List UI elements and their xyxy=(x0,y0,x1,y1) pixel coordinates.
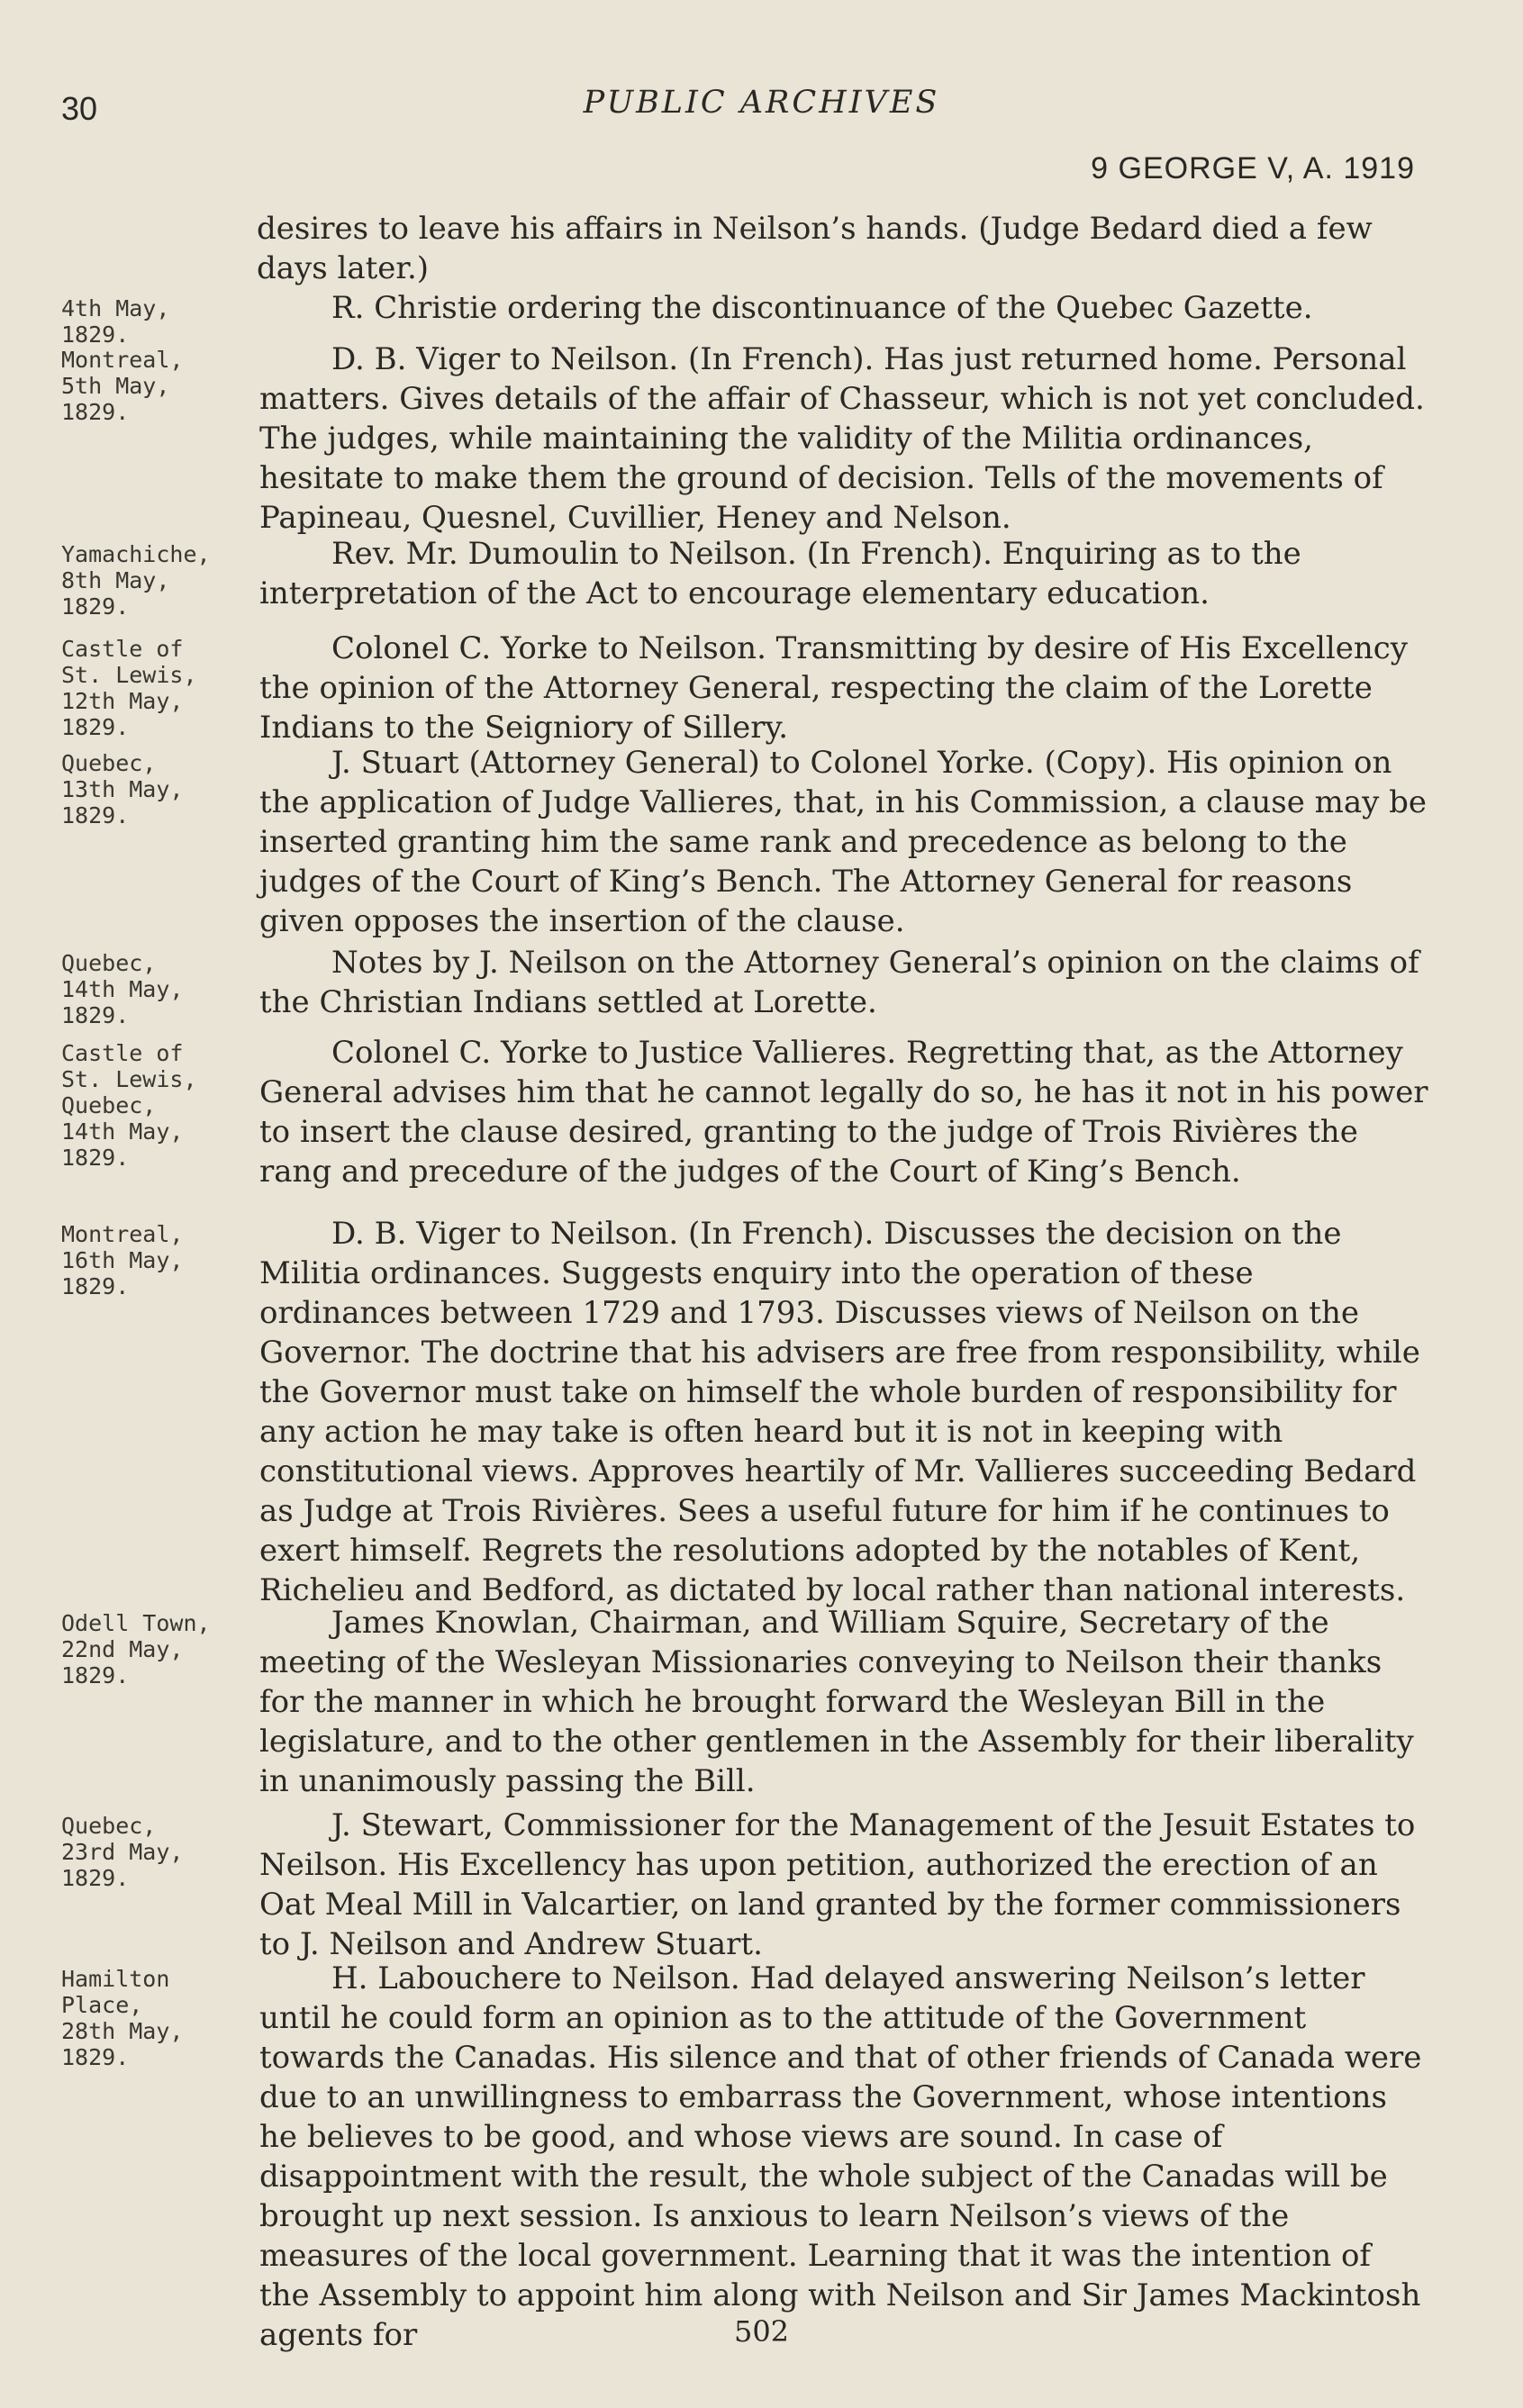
margin-date xyxy=(61,295,250,348)
date-line: 14th May, xyxy=(61,976,184,1002)
margin-date xyxy=(61,950,250,1028)
folio: 502 xyxy=(733,2314,790,2349)
date-line: 1829. xyxy=(61,1002,130,1028)
date-line: 28th May, xyxy=(61,2018,184,2044)
entry-text: J. Stuart (Attorney General) to Colonel Yorke. (Copy). His opinion on the application of Judge Vallieres, that, in his Commission, a clause may be inserted granting him the same rank and precedence as belong to the judges of the Court of King’s Bench. The Attorney General for reasons given opposes the insertion of the clause. xyxy=(259,745,1428,939)
margin-date xyxy=(61,1610,250,1688)
margin-date xyxy=(61,1966,250,2070)
date-line: 22nd May, xyxy=(61,1636,184,1662)
date-line: Quebec, xyxy=(61,950,157,976)
page-number: 30 xyxy=(61,90,98,127)
margin-date xyxy=(61,1040,250,1171)
date-line: St. Lewis, xyxy=(61,662,197,688)
entry-text: Notes by J. Neilson on the Attorney General’s opinion on the claims of the Christian Indians settled at Lorette. xyxy=(259,945,1419,1020)
margin-date xyxy=(61,541,250,620)
entry-text: J. Stewart, Commissioner for the Management of the Jesuit Estates to Neilson. His Excellency has upon petition, authorized the erection of an Oat Meal Mill in Valcartier, on land granted by the former commissioners to J. Neilson and Andrew Stuart. xyxy=(259,1807,1416,1962)
date-line: 13th May, xyxy=(61,776,184,802)
date-line: St. Lewis, xyxy=(61,1066,197,1092)
date-line: Hamilton xyxy=(61,1966,170,1992)
date-line: 1829. xyxy=(61,802,130,828)
date-line: Odell Town, xyxy=(61,1610,211,1636)
date-line: 1829. xyxy=(61,2044,130,2070)
entry-text: Colonel C. Yorke to Neilson. Transmitting by desire of His Excellency the opinion of the Attorney General, respecting the claim of the Lorette Indians to the Seigniory of Sillery. xyxy=(259,630,1408,746)
date-line: 12th May, xyxy=(61,688,184,714)
date-line: Castle of xyxy=(61,1040,184,1066)
entry-text: R. Christie ordering the discontinuance of the Quebec Gazette. xyxy=(331,290,1313,326)
date-line: 1829. xyxy=(61,714,130,740)
date-line: 1829. xyxy=(61,1662,130,1688)
intro-paragraph: desires to leave his affairs in Neilson’s hands. (Judge Bedard died a few days later.) xyxy=(257,211,1373,286)
entry-text: James Knowlan, Chairman, and William Squire, Secretary of the meeting of the Wesleyan Missionaries conveying to Neilson their thanks for the manner in which he brought forward the Wesleyan Bill in the legislature, and to the other gentlemen in the Assembly for their liberality in unanimously passing the Bill. xyxy=(259,1605,1414,1799)
date-line: 5th May, xyxy=(61,373,170,399)
date-line: Montreal, xyxy=(61,347,184,373)
date-line: 23rd May, xyxy=(61,1839,184,1865)
date-line: 1829. xyxy=(61,1865,130,1891)
margin-date xyxy=(61,1221,250,1299)
entry-text: Rev. Mr. Dumoulin to Neilson. (In French). Enquiring as to the interpretation of the Act to encourage elementary education. xyxy=(259,536,1301,611)
date-line: 1829. xyxy=(61,321,130,348)
date-line: 4th May, xyxy=(61,295,170,321)
entry-text: D. B. Viger to Neilson. (In French). Discusses the decision on the Militia ordinances. Suggests enquiry into the operation of these ordinances between 1729 and 1793. Discusses views of Neilson on the Governor. The doctrine that his advisers are free from responsibility, while the Governor must take on himself the whole burden of responsibility for any action he may take is often heard but it is not in keeping with constitutional views. Approves heartily of Mr. Vallieres succeeding Bedard as Judge at Trois Rivières. Sees a useful future for him if he continues to exert himself. Regrets the resolutions adopted by the notables of Kent, Richelieu and Bedford, as dictated by local rather than national interests. xyxy=(259,1216,1420,1608)
margin-date xyxy=(61,636,250,740)
date-line: 1829. xyxy=(61,1145,130,1171)
date-line: 14th May, xyxy=(61,1118,184,1145)
entry-text: Colonel C. Yorke to Justice Vallieres. Regretting that, as the Attorney General advises him that he cannot legally do so, he has it not in his power to insert the clause desired, granting to the judge of Trois Rivières the rang and precedure of the judges of the Court of King’s Bench. xyxy=(259,1035,1428,1190)
date-line: Place, xyxy=(61,1992,143,2018)
session-heading: 9 GEORGE V, A. 1919 xyxy=(1091,151,1415,186)
entry-text: H. Labouchere to Neilson. Had delayed answering Neilson’s letter until he could form an opinion as to the attitude of the Government towards the Canadas. His silence and that of other friends of Canada were due to an unwillingness to embarrass the Government, whose intentions he believes to be good, and whose views are sound. In case of disappointment with the result, the whole subject of the Canadas will be brought up next session. Is anxious to learn Neilson’s views of the measures of the local government. Learning that it was the intention of the Assembly to appoint him along with Neilson and Sir James Mackintosh agents for xyxy=(259,1960,1422,2353)
margin-date xyxy=(61,1813,250,1891)
date-line: Quebec, xyxy=(61,750,157,776)
date-line: Yamachiche, xyxy=(61,541,211,567)
date-line: Castle of xyxy=(61,636,184,662)
date-line: 8th May, xyxy=(61,567,170,593)
date-line: 1829. xyxy=(61,593,130,620)
margin-date xyxy=(61,347,250,425)
date-line: Quebec, xyxy=(61,1092,157,1118)
date-line: 1829. xyxy=(61,399,130,425)
date-line: 16th May, xyxy=(61,1247,184,1273)
date-line: Montreal, xyxy=(61,1221,184,1247)
date-line: 1829. xyxy=(61,1273,130,1299)
running-title: PUBLIC ARCHIVES xyxy=(583,85,940,121)
entry-text: D. B. Viger to Neilson. (In French). Has just returned home. Personal matters. Gives details of the affair of Chasseur, which is not yet concluded. The judges, while maintaining the validity of the Militia ordinances, hesitate to make them the ground of decision. Tells of the movements of Papineau, Quesnel, Cuvillier, Heney and Nelson. xyxy=(259,341,1425,536)
margin-date xyxy=(61,750,250,828)
date-line: Quebec, xyxy=(61,1813,157,1839)
